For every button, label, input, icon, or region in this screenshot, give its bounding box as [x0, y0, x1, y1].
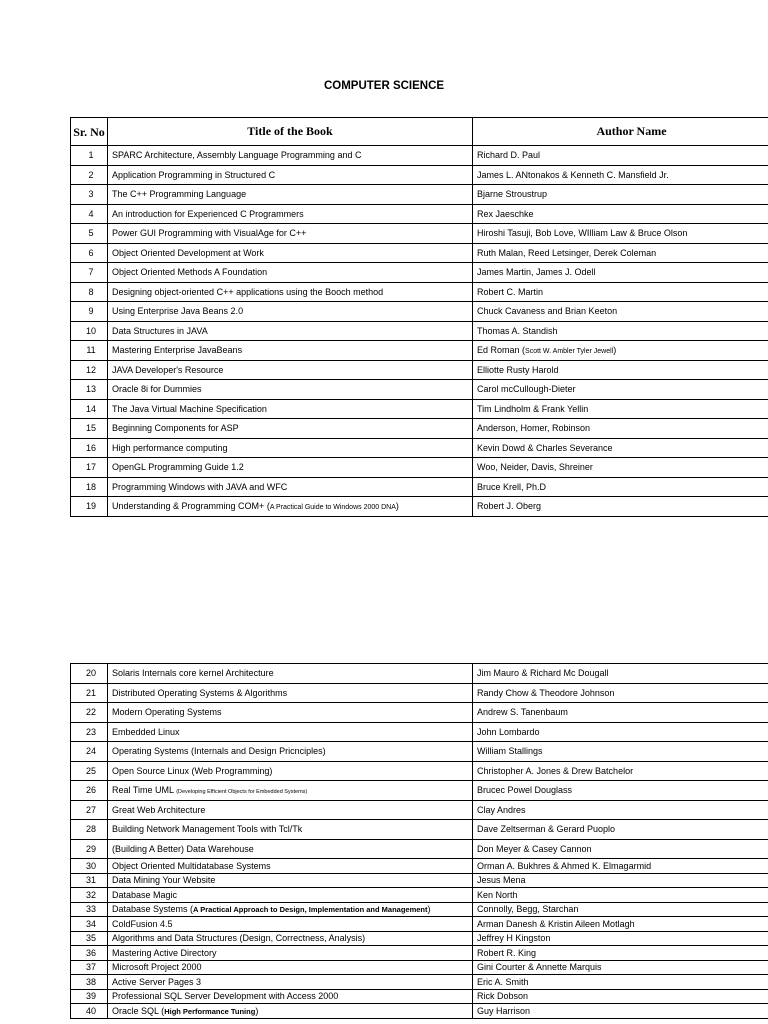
- page-title: COMPUTER SCIENCE: [323, 80, 445, 92]
- cell-text: Application Programming in Structured C: [112, 169, 276, 180]
- cell-text: SPARC Architecture, Assembly Language Programming and C: [112, 150, 362, 161]
- author-name-cell: [473, 960, 768, 975]
- book-title-cell: [108, 683, 473, 703]
- author-name-cell: [473, 380, 768, 400]
- cell-text: Object Oriented Multidatabase Systems: [112, 860, 271, 871]
- author-name-cell: [473, 497, 768, 517]
- book-title-cell: [108, 438, 473, 458]
- cell-text: Object Oriented Development at Work: [112, 247, 264, 258]
- sr-no-cell: 26: [71, 781, 108, 801]
- table-row: [71, 989, 768, 1004]
- cell-text: Understanding & Programming COM+ (: [112, 501, 270, 512]
- cell-text: ): [395, 501, 399, 512]
- table-row: [71, 703, 768, 723]
- cell-text: Professional SQL Server Development with Access 2000: [112, 991, 339, 1002]
- cell-text: Woo, Neider, Davis, Shreiner: [477, 462, 593, 473]
- author-name-cell: [473, 458, 768, 478]
- book-title-cell: [108, 165, 473, 185]
- sr-no-cell: 25: [71, 761, 108, 781]
- cell-text: William Stallings: [477, 746, 543, 757]
- cell-text: High performance computing: [112, 442, 228, 453]
- sr-no-cell: 14: [71, 399, 108, 419]
- sr-no-cell: 24: [71, 742, 108, 762]
- cell-text: Mastering Enterprise JavaBeans: [112, 345, 243, 356]
- table-row: [71, 224, 768, 244]
- author-name-cell: [473, 703, 768, 723]
- sr-no-header: Sr. No: [71, 118, 108, 146]
- sr-no-cell: 34: [71, 917, 108, 932]
- table-row: [71, 263, 768, 283]
- cell-text: The C++ Programming Language: [112, 189, 247, 200]
- author-name-cell: [473, 302, 768, 322]
- cell-text: Rick Dobson: [477, 991, 529, 1002]
- cell-text: Using Enterprise Java Beans 2.0: [112, 306, 244, 317]
- table-row: [71, 165, 768, 185]
- author-name-cell: [473, 873, 768, 888]
- author-name-cell: [473, 185, 768, 205]
- sr-no-cell: 2: [71, 165, 108, 185]
- sr-no-cell: 3: [71, 185, 108, 205]
- cell-text: ): [427, 904, 431, 915]
- sr-no-cell: 23: [71, 722, 108, 742]
- cell-text: Oracle 8i for Dummies: [112, 384, 202, 395]
- table-row: [71, 399, 768, 419]
- cell-text: A Practical Guide to Windows 2000 DNA: [269, 504, 396, 512]
- author-name-header: Author Name: [473, 118, 768, 146]
- cell-text: Brucec Powel Douglass: [477, 785, 573, 796]
- cell-text: Embedded Linux: [112, 726, 180, 737]
- cell-text: Arman Danesh & Kristin Aileen Motlagh: [477, 918, 635, 929]
- cell-text: Oracle SQL (: [112, 1005, 165, 1016]
- sr-no-cell: 28: [71, 820, 108, 840]
- sr-no-cell: 29: [71, 839, 108, 859]
- book-title-cell: [108, 263, 473, 283]
- book-title-header: Title of the Book: [108, 118, 473, 146]
- cell-text: Bjarne Stroustrup: [477, 189, 548, 200]
- cell-text: Anderson, Homer, Robinson: [477, 423, 591, 434]
- book-title-cell: [108, 859, 473, 874]
- table-row: [71, 917, 768, 932]
- cell-text: Beginning Components for ASP: [112, 423, 239, 434]
- cell-text: Kevin Dowd & Charles Severance: [477, 442, 613, 453]
- author-name-cell: [473, 419, 768, 439]
- cell-text: Hiroshi Tasuji, Bob Love, WIlliam Law & Bruce Olson: [477, 228, 688, 239]
- author-name-cell: [473, 781, 768, 801]
- cell-text: Modern Operating Systems: [112, 707, 222, 718]
- book-title-cell: [108, 975, 473, 990]
- author-name-cell: [473, 243, 768, 263]
- table-row: [71, 497, 768, 517]
- book-title-cell: [108, 146, 473, 166]
- table-row: [71, 458, 768, 478]
- cell-text: Object Oriented Methods A Foundation: [112, 267, 268, 278]
- sr-no-cell: 4: [71, 204, 108, 224]
- sr-no-cell: 5: [71, 224, 108, 244]
- author-name-cell: [473, 341, 768, 361]
- cell-text: Ruth Malan, Reed Letsinger, Derek Coleman: [477, 247, 657, 258]
- book-title-cell: [108, 380, 473, 400]
- sr-no-cell: 39: [71, 989, 108, 1004]
- book-title-cell: [108, 839, 473, 859]
- cell-text: Power GUI Programming with VisualAge for C++: [112, 228, 307, 239]
- cell-text: Designing object-oriented C++ applications using the Booch method: [112, 286, 384, 297]
- sr-no-cell: 11: [71, 341, 108, 361]
- book-title-cell: [108, 989, 473, 1004]
- table-row: [71, 419, 768, 439]
- cell-text: Programming Windows with JAVA and WFC: [112, 481, 288, 492]
- table-row: [71, 800, 768, 820]
- author-name-cell: [473, 399, 768, 419]
- cell-text: Active Server Pages 3: [112, 976, 202, 987]
- book-title-cell: [108, 341, 473, 361]
- author-name-cell: [473, 839, 768, 859]
- sr-no-cell: 12: [71, 360, 108, 380]
- cell-text: Andrew S. Tanenbaum: [477, 707, 568, 718]
- author-name-cell: [473, 722, 768, 742]
- cell-text: Distributed Operating Systems & Algorithms: [112, 687, 288, 698]
- sr-no-cell: 16: [71, 438, 108, 458]
- book-title-cell: [108, 703, 473, 723]
- sr-no-cell: 18: [71, 477, 108, 497]
- author-name-cell: [473, 761, 768, 781]
- sr-no-cell: 15: [71, 419, 108, 439]
- cell-text: Jeffrey H Kingston: [477, 933, 551, 944]
- cell-text: Don Meyer & Casey Cannon: [477, 843, 592, 854]
- book-title-cell: [108, 282, 473, 302]
- author-name-cell: [473, 438, 768, 458]
- cell-text: James Martin, James J. Odell: [477, 267, 596, 278]
- book-title-cell: [108, 722, 473, 742]
- author-name-cell: [473, 1004, 768, 1019]
- author-name-cell: [473, 742, 768, 762]
- cell-text: The Java Virtual Machine Specification: [112, 403, 267, 414]
- sr-no-cell: 30: [71, 859, 108, 874]
- book-title-cell: [108, 224, 473, 244]
- cell-text: Tim Lindholm & Frank Yellin: [477, 403, 589, 414]
- cell-text: Rex Jaeschke: [477, 208, 534, 219]
- cell-text: (Building A Better) Data Warehouse: [112, 843, 254, 854]
- table-row: [71, 946, 768, 961]
- cell-text: Algorithms and Data Structures (Design, Correctness, Analysis): [112, 933, 366, 944]
- book-title-cell: [108, 888, 473, 903]
- table-row: [71, 321, 768, 341]
- book-title-cell: [108, 399, 473, 419]
- book-title-cell: [108, 664, 473, 684]
- author-name-cell: [473, 946, 768, 961]
- cell-text: (Developing Efficient Objects for Embedded Systems): [176, 789, 308, 796]
- sr-no-cell: 9: [71, 302, 108, 322]
- author-name-cell: [473, 165, 768, 185]
- sr-no-cell: 17: [71, 458, 108, 478]
- book-title-cell: [108, 761, 473, 781]
- table-row: [71, 975, 768, 990]
- book-title-cell: [108, 781, 473, 801]
- table-row: [71, 477, 768, 497]
- cell-text: ): [255, 1005, 259, 1016]
- table-row: [71, 380, 768, 400]
- author-name-cell: [473, 477, 768, 497]
- cell-text: Jesus Mena: [477, 875, 526, 886]
- book-title-cell: [108, 185, 473, 205]
- table-row: [71, 888, 768, 903]
- author-name-cell: [473, 683, 768, 703]
- table-row: [71, 781, 768, 801]
- book-title-cell: [108, 820, 473, 840]
- sr-no-cell: 8: [71, 282, 108, 302]
- cell-text: Jim Mauro & Richard Mc Dougall: [477, 668, 609, 679]
- cell-text: James L. ANtonakos & Kenneth C. Mansfield Jr.: [477, 169, 669, 180]
- table-row: [71, 931, 768, 946]
- author-name-cell: [473, 321, 768, 341]
- sr-no-cell: 7: [71, 263, 108, 283]
- cell-text: A Practical Approach to Design, Implementation and Management: [193, 905, 428, 915]
- cell-text: Orman A. Bukhres & Ahmed K. Elmagarmid: [477, 860, 652, 871]
- book-title-cell: [108, 960, 473, 975]
- author-name-cell: [473, 902, 768, 917]
- sr-no-cell: 10: [71, 321, 108, 341]
- cell-text: Connolly, Begg, Starchan: [477, 904, 579, 915]
- cell-text: Database Systems (: [112, 904, 194, 915]
- table-row: [71, 839, 768, 859]
- table-row: [71, 902, 768, 917]
- sr-no-cell: 38: [71, 975, 108, 990]
- author-name-cell: [473, 917, 768, 932]
- cell-text: Ed Roman (: [477, 345, 526, 356]
- book-title-cell: [108, 742, 473, 762]
- author-name-cell: [473, 282, 768, 302]
- table-row: [71, 873, 768, 888]
- author-name-cell: [473, 204, 768, 224]
- table-row: [71, 1004, 768, 1019]
- cell-text: ): [613, 345, 617, 356]
- table-row: [71, 722, 768, 742]
- cell-text: ColdFusion 4.5: [112, 918, 173, 929]
- cell-text: Richard D. Paul: [477, 150, 541, 161]
- book-title-cell: [108, 243, 473, 263]
- author-name-cell: [473, 888, 768, 903]
- cell-text: JAVA Developer's Resource: [112, 364, 224, 375]
- cell-text: Data Structures in JAVA: [112, 325, 208, 336]
- table-row: [71, 146, 768, 166]
- author-name-cell: [473, 360, 768, 380]
- book-title-cell: [108, 946, 473, 961]
- table-row: [71, 185, 768, 205]
- book-title-cell: [108, 458, 473, 478]
- cell-text: Microsoft Project 2000: [112, 962, 202, 973]
- book-title-cell: [108, 873, 473, 888]
- sr-no-cell: 33: [71, 902, 108, 917]
- table-row: [71, 664, 768, 684]
- sr-no-cell: 36: [71, 946, 108, 961]
- author-name-cell: [473, 931, 768, 946]
- cell-text: Randy Chow & Theodore Johnson: [477, 687, 615, 698]
- cell-text: Mastering Active Directory: [112, 947, 217, 958]
- book-title-cell: [108, 902, 473, 917]
- sr-no-cell: 6: [71, 243, 108, 263]
- book-title-cell: [108, 302, 473, 322]
- cell-text: Elliotte Rusty Harold: [477, 364, 559, 375]
- sr-no-cell: 20: [71, 664, 108, 684]
- table-header-row: [71, 118, 768, 146]
- cell-text: Carol mcCullough-Dieter: [477, 384, 576, 395]
- cell-text: Data Mining Your Website: [112, 875, 216, 886]
- cell-text: Robert C. Martin: [477, 286, 544, 297]
- table-row: [71, 438, 768, 458]
- table-row: [71, 742, 768, 762]
- cell-text: Ken North: [477, 889, 518, 900]
- sr-no-cell: 31: [71, 873, 108, 888]
- sr-no-cell: 21: [71, 683, 108, 703]
- author-name-cell: [473, 820, 768, 840]
- cell-text: An introduction for Experienced C Programmers: [112, 208, 304, 219]
- table-row: [71, 960, 768, 975]
- book-title-cell: [108, 917, 473, 932]
- cell-text: Chuck Cavaness and Brian Keeton: [477, 306, 618, 317]
- sr-no-cell: 1: [71, 146, 108, 166]
- book-table-2: [70, 663, 768, 1019]
- author-name-cell: [473, 989, 768, 1004]
- cell-text: Dave Zeltserman & Gerard Puoplo: [477, 824, 616, 835]
- table-row: [71, 341, 768, 361]
- sr-no-cell: 32: [71, 888, 108, 903]
- sr-no-cell: 40: [71, 1004, 108, 1019]
- cell-text: Database Magic: [112, 889, 178, 900]
- book-title-cell: [108, 1004, 473, 1019]
- cell-text: Operating Systems (Internals and Design Pricnciples): [112, 746, 326, 757]
- table-row: [71, 820, 768, 840]
- author-name-cell: [473, 263, 768, 283]
- cell-text: Solaris Internals core kernel Architecture: [112, 668, 274, 679]
- book-title-cell: [108, 204, 473, 224]
- cell-text: OpenGL Programming Guide 1.2: [112, 462, 244, 473]
- cell-text: Thomas A. Standish: [477, 325, 558, 336]
- table-row: [71, 243, 768, 263]
- cell-text: Christopher A. Jones & Drew Batchelor: [477, 765, 634, 776]
- table-row: [71, 683, 768, 703]
- table-row: [71, 302, 768, 322]
- book-title-cell: [108, 931, 473, 946]
- cell-text: Clay Andres: [477, 804, 526, 815]
- book-title-cell: [108, 497, 473, 517]
- cell-text: John Lombardo: [477, 726, 540, 737]
- cell-text: Open Source Linux (Web Programming): [112, 765, 273, 776]
- table-row: [71, 204, 768, 224]
- table-row: [71, 282, 768, 302]
- cell-text: Guy Harrison: [477, 1005, 531, 1016]
- book-title-cell: [108, 800, 473, 820]
- author-name-cell: [473, 975, 768, 990]
- cell-text: Real Time UML: [112, 785, 177, 796]
- cell-text: Bruce Krell, Ph.D: [477, 481, 547, 492]
- sr-no-cell: 19: [71, 497, 108, 517]
- cell-text: Gini Courter & Annette Marquis: [477, 962, 602, 973]
- author-name-cell: [473, 664, 768, 684]
- cell-text: Building Network Management Tools with Tcl/Tk: [112, 824, 303, 835]
- table-row: [71, 859, 768, 874]
- cell-text: Eric A. Smith: [477, 976, 529, 987]
- book-table-1: [70, 117, 768, 517]
- sr-no-cell: 27: [71, 800, 108, 820]
- cell-text: Robert R. King: [477, 947, 537, 958]
- sr-no-cell: 13: [71, 380, 108, 400]
- author-name-cell: [473, 146, 768, 166]
- cell-text: Robert J. Oberg: [477, 501, 542, 512]
- author-name-cell: [473, 224, 768, 244]
- sr-no-cell: 22: [71, 703, 108, 723]
- table-row: [71, 360, 768, 380]
- table-row: [71, 761, 768, 781]
- cell-text: Scott W. Ambler Tyler Jewell: [525, 348, 614, 356]
- author-name-cell: [473, 859, 768, 874]
- book-title-cell: [108, 419, 473, 439]
- cell-text: Great Web Architecture: [112, 804, 206, 815]
- book-title-cell: [108, 477, 473, 497]
- book-title-cell: [108, 360, 473, 380]
- sr-no-cell: 37: [71, 960, 108, 975]
- book-title-cell: [108, 321, 473, 341]
- author-name-cell: [473, 800, 768, 820]
- cell-text: High Performance Tuning: [164, 1006, 256, 1016]
- sr-no-cell: 35: [71, 931, 108, 946]
